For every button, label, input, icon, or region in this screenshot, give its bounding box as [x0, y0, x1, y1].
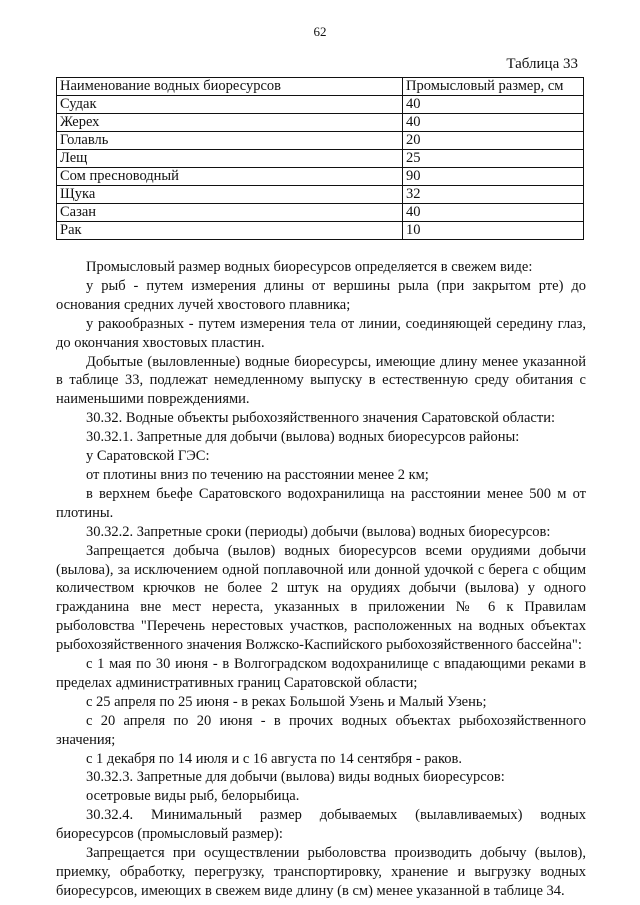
species-cell: Щука	[57, 186, 403, 204]
header-species: Наименование водных биоресурсов	[57, 78, 403, 96]
body-text	[56, 258, 586, 901]
paragraph: от плотины вниз по течению на расстоянии менее 2 км;	[86, 466, 429, 483]
species-cell: Рак	[57, 222, 403, 240]
size-cell: 90	[403, 168, 584, 186]
table-row	[57, 114, 584, 132]
size-cell: 32	[403, 186, 584, 204]
size-cell: 20	[403, 132, 584, 150]
paragraph: Запрещается добыча (вылов) водных биоресурсов всеми орудиями добычи (вылова), за исключением одной поплавочной или донной удочкой с берега с общим количеством крючков не более 2 штук на орудиях добычи (вылова) у одного гражданина вне мест нереста, указанных в приложении № 6 к Правилам рыболовства "Перечень нерестовых участков, расположенных на водных объектах рыбохозяйственного значения Волжско-Каспийского рыбохозяйственного бассейна":	[56, 542, 586, 654]
paragraph: с 1 декабря по 14 июля и с 16 августа по 14 сентября - раков.	[86, 750, 462, 767]
species-cell: Сазан	[57, 204, 403, 222]
paragraph: 30.32.3. Запретные для добычи (вылова) виды водных биоресурсов:	[86, 769, 505, 786]
paragraph: 30.32.2. Запретные сроки (периоды) добычи (вылова) водных биоресурсов:	[86, 523, 551, 540]
size-cell: 40	[403, 114, 584, 132]
species-cell: Голавль	[57, 132, 403, 150]
paragraph: с 25 апреля по 25 июня - в реках Большой Узень и Малый Узень;	[86, 693, 487, 710]
species-cell: Жерех	[57, 114, 403, 132]
table-row	[57, 204, 584, 222]
paragraph: в верхнем бьефе Саратовского водохранилища на расстоянии менее 500 м от плотины.	[56, 485, 586, 521]
paragraph: у Саратовской ГЭС:	[86, 448, 210, 465]
paragraph: Запрещается при осуществлении рыболовства производить добычу (вылов), приемку, обработку, перегрузку, транспортировку, хранение и выгрузку водных биоресурсов, имеющих в свежем виде длину (в см) менее указанной в таблице 34.	[56, 845, 586, 899]
paragraph: с 1 мая по 30 июня - в Волгоградском водохранилище с впадающими реками в пределах административных границ Саратовской области;	[56, 656, 586, 691]
size-cell: 10	[403, 222, 584, 240]
table-header-row	[57, 78, 584, 96]
header-size: Промысловый размер, см	[403, 78, 584, 96]
table-caption: Таблица 33	[506, 56, 578, 72]
species-cell: Сом пресноводный	[57, 168, 403, 186]
size-cell: 40	[403, 96, 584, 114]
paragraph: у ракообразных - путем измерения тела от линии, соединяющей середину глаз, до окончания хвостовых пластин.	[56, 315, 586, 351]
size-cell: 25	[403, 150, 584, 168]
species-cell: Лещ	[57, 150, 403, 168]
paragraph: у рыб - путем измерения длины от вершины рыла (при закрытом рте) до основания средних лучей хвостового плавника;	[56, 277, 586, 313]
page-number: 62	[313, 24, 327, 39]
table-row	[57, 168, 584, 186]
table-row	[57, 150, 584, 168]
table-row	[57, 96, 584, 114]
size-cell: 40	[403, 204, 584, 222]
bioresources-table	[56, 77, 584, 240]
paragraph: Промысловый размер водных биоресурсов определяется в свежем виде:	[86, 259, 533, 275]
paragraph: с 20 апреля по 20 июня - в прочих водных объектах рыбохозяйственного значения;	[56, 712, 586, 748]
paragraph: 30.32.1. Запретные для добычи (вылова) водных биоресурсов районы:	[86, 429, 520, 446]
table-row	[57, 186, 584, 204]
table-row	[57, 132, 584, 150]
table-row	[57, 222, 584, 240]
species-cell: Судак	[57, 96, 403, 114]
paragraph: 30.32.4. Минимальный размер добываемых (вылавливаемых) водных биоресурсов (промысловый размер):	[56, 807, 586, 843]
paragraph: осетровые виды рыб, белорыбица.	[86, 788, 300, 805]
paragraph: 30.32. Водные объекты рыбохозяйственного значения Саратовской области:	[86, 410, 555, 427]
paragraph: Добытые (выловленные) водные биоресурсы, имеющие длину менее указанной в таблице 33, подлежат немедленному выпуску в естественную среду обитания с наименьшими повреждениями.	[56, 353, 586, 408]
